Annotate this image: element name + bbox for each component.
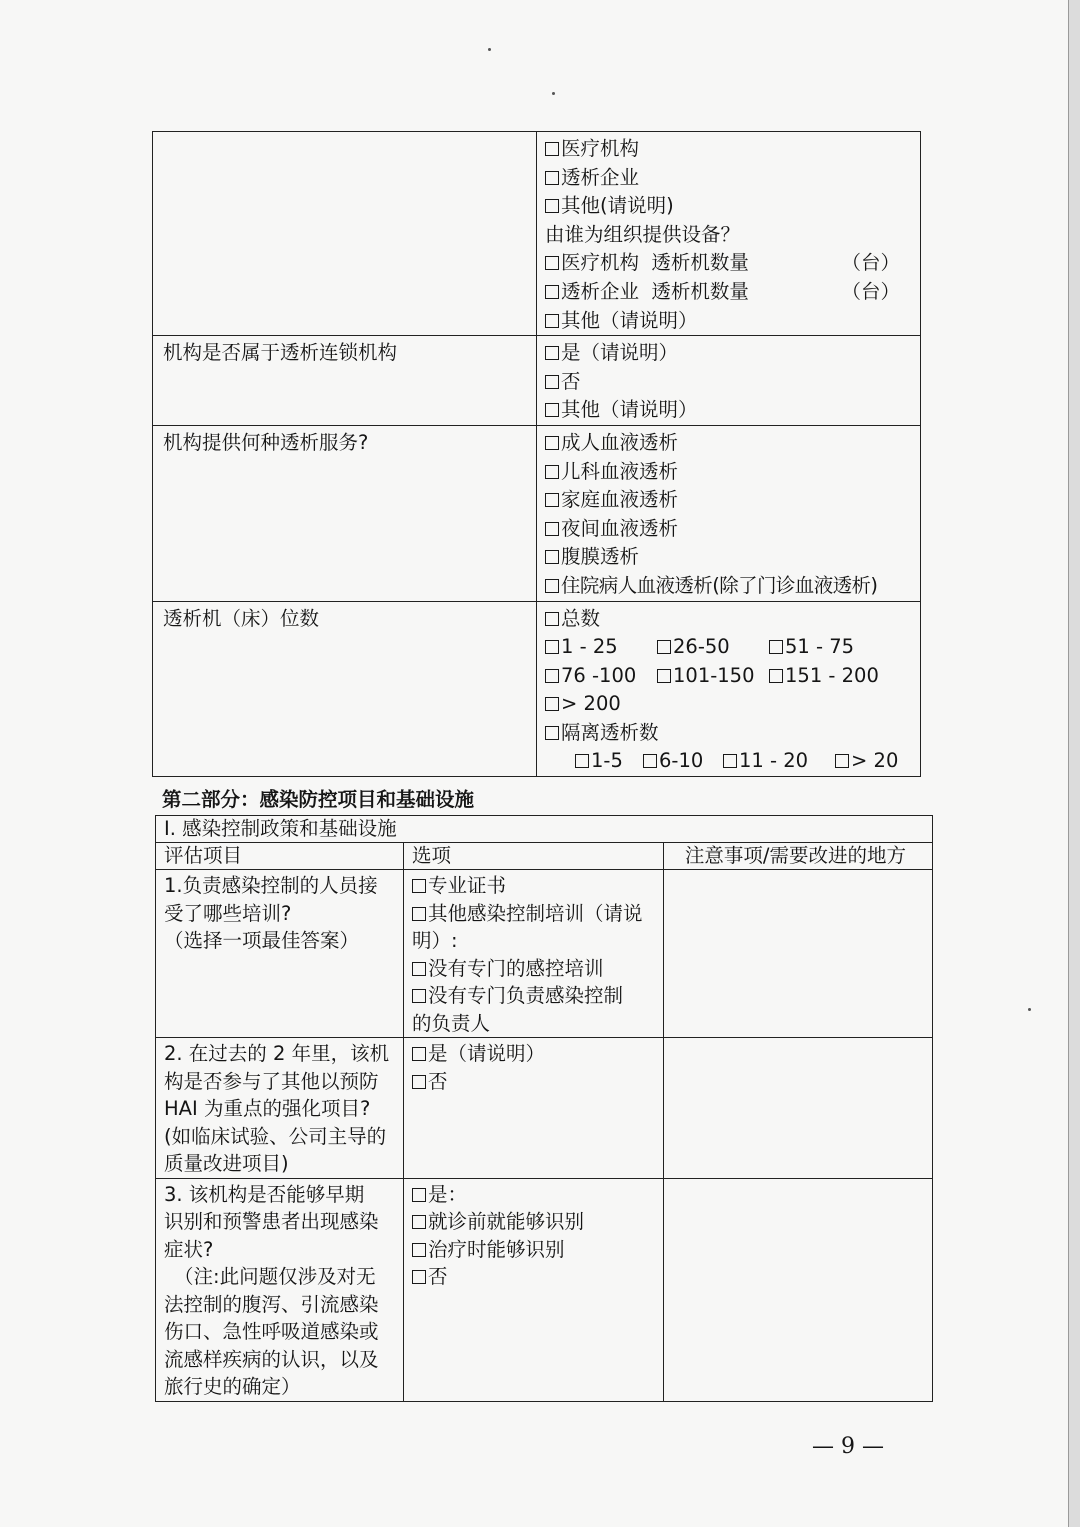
checkbox-icon[interactable] bbox=[545, 199, 559, 213]
checkbox-option[interactable]: 76 -100 bbox=[545, 662, 657, 691]
checkbox-icon[interactable] bbox=[545, 612, 559, 626]
checkbox-icon[interactable] bbox=[412, 962, 426, 976]
checkbox-icon[interactable] bbox=[545, 697, 559, 711]
checkbox-option[interactable]: 否 bbox=[412, 1068, 657, 1096]
checkbox-option[interactable]: 腹膜透析 bbox=[545, 543, 914, 572]
checkbox-option[interactable]: 成人血液透析 bbox=[545, 429, 914, 458]
note-line: （注:此问题仅涉及对无 bbox=[174, 1265, 376, 1288]
options-cell bbox=[537, 336, 921, 426]
checkbox-option[interactable]: 11 - 20 bbox=[723, 747, 835, 776]
checkbox-option[interactable]: 否 bbox=[412, 1263, 657, 1291]
note-line: 法控制的腹泻、引流感染 bbox=[164, 1292, 379, 1316]
checkbox-icon[interactable] bbox=[657, 669, 671, 683]
isolation-range-row bbox=[545, 747, 914, 776]
table-header-row bbox=[156, 843, 933, 870]
checkbox-option[interactable]: 6-10 bbox=[643, 747, 723, 776]
checkbox-option[interactable]: 101-150 bbox=[657, 662, 769, 691]
checkbox-option[interactable]: 否 bbox=[545, 368, 914, 397]
checkbox-icon[interactable] bbox=[412, 879, 426, 893]
checkbox-option[interactable]: > 20 bbox=[835, 747, 898, 776]
table-caption: I. 感染控制政策和基础设施 bbox=[156, 816, 933, 843]
option-continuation: 的负责人 bbox=[412, 1011, 491, 1035]
checkbox-option[interactable]: 其他(请说明) bbox=[545, 192, 914, 221]
options-cell bbox=[404, 1038, 664, 1179]
scan-speck bbox=[1028, 1008, 1031, 1011]
notes-cell[interactable] bbox=[664, 1038, 933, 1179]
checkbox-option[interactable]: 总数 bbox=[545, 605, 914, 634]
checkbox-icon[interactable] bbox=[545, 256, 559, 270]
checkbox-icon[interactable] bbox=[545, 640, 559, 654]
checkbox-icon[interactable] bbox=[657, 640, 671, 654]
checkbox-icon[interactable] bbox=[545, 171, 559, 185]
table-row bbox=[156, 1038, 933, 1179]
range-options-row bbox=[545, 633, 914, 662]
note-line: 流感样疾病的认识，以及 bbox=[164, 1347, 379, 1371]
checkbox-icon[interactable] bbox=[412, 1243, 426, 1257]
checkbox-option[interactable]: 其他感染控制培训（请说 bbox=[412, 900, 657, 928]
checkbox-option[interactable]: 其他（请说明） bbox=[545, 396, 914, 425]
question-line: 症状? bbox=[164, 1237, 214, 1261]
checkbox-option[interactable]: 是（请说明） bbox=[545, 339, 914, 368]
table-row bbox=[153, 601, 921, 777]
checkbox-icon[interactable] bbox=[575, 754, 589, 768]
checkbox-option[interactable]: 就诊前就能够识别 bbox=[412, 1208, 657, 1236]
checkbox-icon[interactable] bbox=[412, 1215, 426, 1229]
checkbox-icon[interactable] bbox=[723, 754, 737, 768]
note-line: 旅行史的确定） bbox=[164, 1375, 301, 1398]
range-options-row bbox=[545, 662, 914, 691]
checkbox-icon[interactable] bbox=[769, 669, 783, 683]
checkbox-icon[interactable] bbox=[545, 346, 559, 360]
scan-speck bbox=[552, 92, 555, 95]
dialysis-facility-table bbox=[152, 131, 921, 777]
question-line: 构是否参与了其他以预防 bbox=[164, 1069, 379, 1093]
infection-control-table bbox=[155, 815, 933, 1402]
table-row bbox=[156, 870, 933, 1038]
question-line: 3. 该机构是否能够早期 bbox=[164, 1182, 365, 1206]
question-line: 识别和预警患者出现感染 bbox=[164, 1210, 379, 1233]
checkbox-icon[interactable] bbox=[545, 579, 559, 593]
checkbox-icon[interactable] bbox=[835, 754, 849, 768]
table-row bbox=[153, 132, 921, 336]
checkbox-option[interactable]: 医疗机构 bbox=[545, 135, 914, 164]
note-line: 伤口、急性呼吸道感染或 bbox=[164, 1320, 379, 1343]
checkbox-option[interactable]: 151 - 200 bbox=[769, 662, 879, 691]
checkbox-icon[interactable] bbox=[412, 989, 426, 1003]
options-cell bbox=[537, 425, 921, 601]
question-cell bbox=[156, 870, 404, 1038]
question-cell bbox=[156, 1038, 404, 1179]
checkbox-icon[interactable] bbox=[412, 1075, 426, 1089]
question-line: HAI 为重点的强化项目? bbox=[164, 1097, 371, 1120]
question-line: 受了哪些培训? bbox=[164, 901, 292, 925]
column-header: 选项 bbox=[404, 843, 664, 870]
question-cell: 透析机（床）位数 bbox=[153, 601, 537, 777]
checkbox-option[interactable]: 家庭血液透析 bbox=[545, 486, 914, 515]
checkbox-icon[interactable] bbox=[412, 907, 426, 921]
checkbox-icon[interactable] bbox=[643, 754, 657, 768]
checkbox-icon[interactable] bbox=[545, 285, 559, 299]
question-line: 1.负责感染控制的人员接 bbox=[164, 874, 378, 897]
checkbox-option[interactable]: 是： bbox=[412, 1181, 657, 1209]
notes-cell[interactable] bbox=[664, 1178, 933, 1401]
options-cell bbox=[537, 132, 921, 336]
checkbox-option[interactable]: 51 - 75 bbox=[769, 633, 854, 662]
checkbox-icon[interactable] bbox=[545, 726, 559, 740]
question-line: (如临床试验、公司主导的 bbox=[164, 1124, 387, 1148]
checkbox-icon[interactable] bbox=[545, 465, 559, 479]
question-cell: 机构提供何种透析服务? bbox=[153, 425, 537, 601]
checkbox-option[interactable]: 1-5 bbox=[575, 747, 643, 776]
section-title: 第二部分：感染防控项目和基础设施 bbox=[162, 788, 475, 811]
options-cell bbox=[537, 601, 921, 777]
checkbox-icon[interactable] bbox=[545, 142, 559, 156]
checkbox-option[interactable]: 夜间血液透析 bbox=[545, 515, 914, 544]
checkbox-option[interactable]: 透析企业 bbox=[545, 164, 914, 193]
sub-question: 由谁为组织提供设备？ bbox=[545, 222, 741, 246]
option-continuation: 明）: bbox=[412, 929, 458, 952]
scan-speck bbox=[488, 48, 491, 51]
checkbox-icon[interactable] bbox=[545, 522, 559, 536]
question-line: 质量改进项目) bbox=[164, 1152, 289, 1175]
checkbox-option[interactable]: 其他（请说明） bbox=[545, 307, 914, 336]
checkbox-option[interactable]: 住院病人血液透析(除了门诊血液透析) bbox=[545, 572, 914, 601]
table-row bbox=[153, 336, 921, 426]
checkbox-icon[interactable] bbox=[545, 669, 559, 683]
checkbox-icon[interactable] bbox=[545, 375, 559, 389]
checkbox-icon[interactable] bbox=[412, 1047, 426, 1061]
checkbox-icon[interactable] bbox=[545, 403, 559, 417]
table-row bbox=[153, 425, 921, 601]
page-edge bbox=[1068, 0, 1080, 1527]
checkbox-option[interactable]: 1 - 25 bbox=[545, 633, 657, 662]
checkbox-option[interactable]: 没有专门负责感染控制 bbox=[412, 982, 657, 1010]
checkbox-option[interactable]: 治疗时能够识别 bbox=[412, 1236, 657, 1264]
checkbox-option[interactable]: 医疗机构 透析机数量 （台） bbox=[545, 249, 914, 278]
page-number: — 9 — bbox=[812, 1434, 884, 1459]
question-cell bbox=[156, 1178, 404, 1401]
checkbox-option[interactable]: 专业证书 bbox=[412, 872, 657, 900]
checkbox-option[interactable]: 是（请说明） bbox=[412, 1040, 657, 1068]
question-cell bbox=[153, 132, 537, 336]
options-cell bbox=[404, 1178, 664, 1401]
checkbox-option[interactable]: 没有专门的感控培训 bbox=[412, 955, 657, 983]
checkbox-option[interactable]: 透析企业 透析机数量 （台） bbox=[545, 278, 914, 307]
table-caption-row bbox=[156, 816, 933, 843]
checkbox-icon[interactable] bbox=[769, 640, 783, 654]
checkbox-icon[interactable] bbox=[545, 314, 559, 328]
question-cell: 机构是否属于透析连锁机构 bbox=[153, 336, 537, 426]
checkbox-option[interactable]: 儿科血液透析 bbox=[545, 458, 914, 487]
options-cell bbox=[404, 870, 664, 1038]
column-header: 注意事项/需要改进的地方 bbox=[664, 843, 933, 870]
column-header: 评估项目 bbox=[156, 843, 404, 870]
checkbox-icon[interactable] bbox=[412, 1188, 426, 1202]
checkbox-option[interactable]: > 200 bbox=[545, 690, 914, 719]
notes-cell[interactable] bbox=[664, 870, 933, 1038]
question-line: （选择一项最佳答案） bbox=[164, 929, 360, 952]
table-row bbox=[156, 1178, 933, 1401]
checkbox-icon[interactable] bbox=[545, 550, 559, 564]
checkbox-icon[interactable] bbox=[412, 1270, 426, 1284]
checkbox-option[interactable]: 26-50 bbox=[657, 633, 769, 662]
checkbox-icon[interactable] bbox=[545, 493, 559, 507]
checkbox-icon[interactable] bbox=[545, 436, 559, 450]
question-line: 2. 在过去的 2 年里，该机 bbox=[164, 1042, 390, 1065]
checkbox-option[interactable]: 隔离透析数 bbox=[545, 719, 914, 748]
